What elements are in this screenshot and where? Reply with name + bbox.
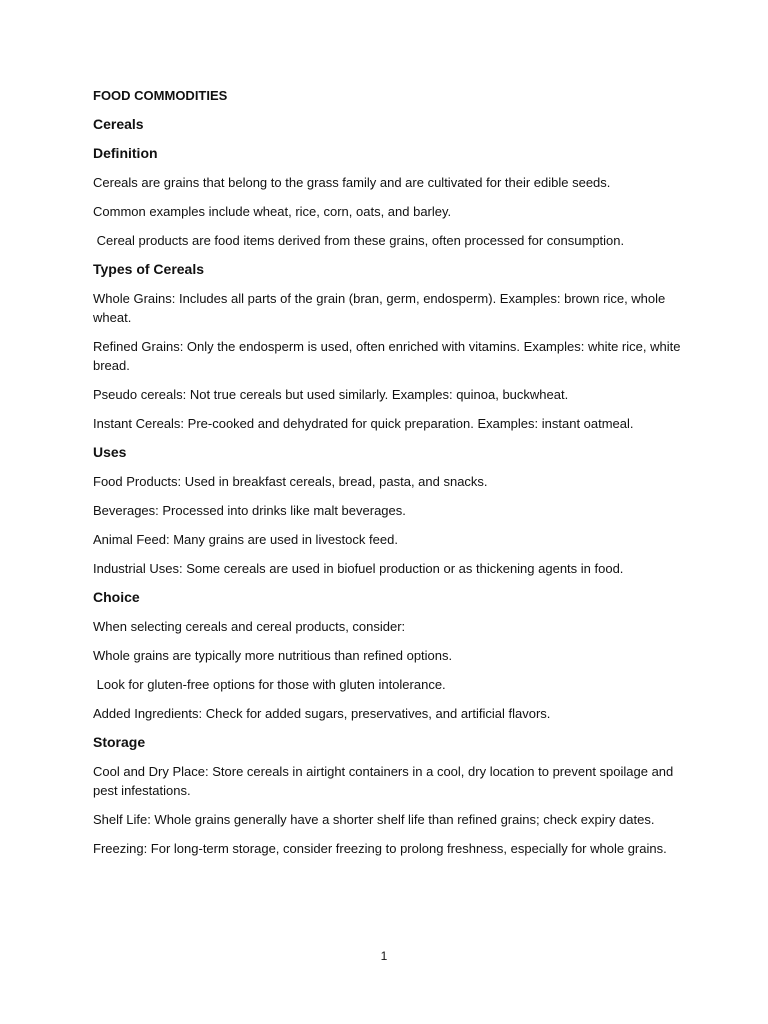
document-title: FOOD COMMODITIES <box>93 88 228 103</box>
section-heading: Cereals <box>93 116 144 132</box>
paragraph: Whole grains are typically more nutritious than refined options. <box>93 648 453 663</box>
paragraph: Look for gluten-free options for those with gluten intolerance. <box>93 677 446 692</box>
paragraph: Whole Grains: Includes all parts of the grain (bran, germ, endosperm). Examples: brown rice, whole wheat. <box>93 291 669 325</box>
paragraph: Refined Grains: Only the endosperm is used, often enriched with vitamins. Examples: white rice, white bread. <box>93 339 685 373</box>
page-number: 1 <box>380 949 388 963</box>
paragraph: Animal Feed: Many grains are used in livestock feed. <box>93 532 398 547</box>
paragraph: Food Products: Used in breakfast cereals, bread, pasta, and snacks. <box>93 474 488 489</box>
section-heading: Uses <box>93 444 127 460</box>
paragraph: Industrial Uses: Some cereals are used in biofuel production or as thickening agents in food. <box>93 561 624 576</box>
paragraph: Added Ingredients: Check for added sugars, preservatives, and artificial flavors. <box>93 706 551 721</box>
section-heading: Definition <box>93 145 158 161</box>
paragraph: Cool and Dry Place: Store cereals in airtight containers in a cool, dry location to prevent spoilage and pest infestations. <box>93 764 677 798</box>
paragraph: Cereal products are food items derived from these grains, often processed for consumption. <box>93 233 625 248</box>
document-blocks <box>93 115 683 858</box>
paragraph: Instant Cereals: Pre-cooked and dehydrated for quick preparation. Examples: instant oatmeal. <box>93 416 634 431</box>
paragraph: When selecting cereals and cereal products, consider: <box>93 619 406 634</box>
section-heading: Types of Cereals <box>93 261 205 277</box>
section-heading: Choice <box>93 589 140 605</box>
paragraph: Common examples include wheat, rice, corn, oats, and barley. <box>93 204 452 219</box>
document-body <box>93 86 683 868</box>
paragraph: Freezing: For long-term storage, consider freezing to prolong freshness, especially for whole grains. <box>93 841 667 856</box>
section-heading: Storage <box>93 734 146 750</box>
paragraph: Pseudo cereals: Not true cereals but used similarly. Examples: quinoa, buckwheat. <box>93 387 569 402</box>
paragraph: Beverages: Processed into drinks like malt beverages. <box>93 503 406 518</box>
paragraph: Cereals are grains that belong to the grass family and are cultivated for their edible seeds. <box>93 175 611 190</box>
paragraph: Shelf Life: Whole grains generally have a shorter shelf life than refined grains; check expiry dates. <box>93 812 655 827</box>
